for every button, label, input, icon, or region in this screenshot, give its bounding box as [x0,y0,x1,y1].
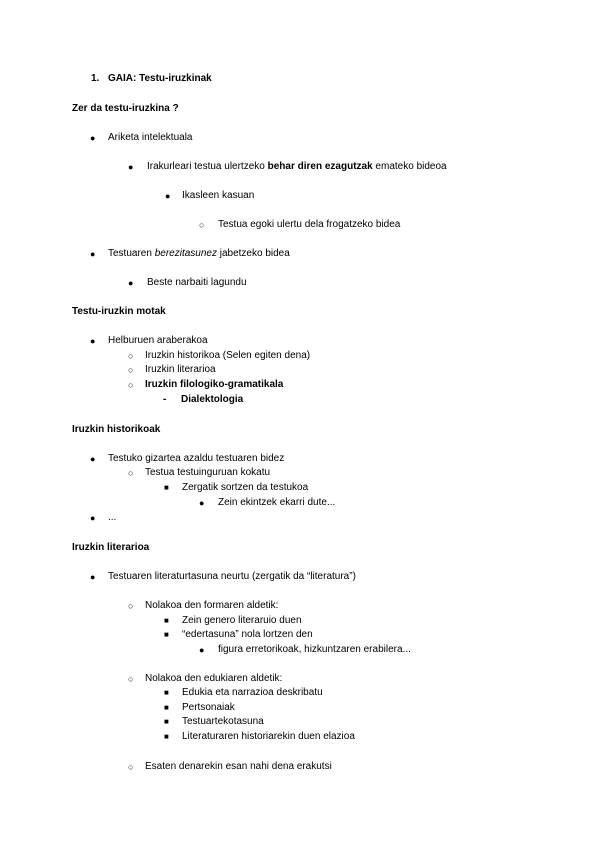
bullet-disc: ● [199,645,205,655]
bullet-disc: ● [90,133,96,143]
item-ariketa: Ariketa intelektuala [108,132,193,143]
item-beste: Beste narbaiti lagundu [147,277,247,288]
item-pertsonaiak: Pertsonaiak [182,702,235,713]
item-ellipsis: ... [108,512,117,523]
ezaug-italic-text: berezitasunez [154,248,217,259]
item-filologiko: Iruzkin filologiko-gramatikala [145,379,284,390]
item-edukiaren: Nolakoa den edukiaren aldetik: [145,673,283,684]
bullet-circle: ○ [128,351,134,361]
bullet-circle: ○ [128,762,134,772]
bullet-circle: ○ [128,674,134,684]
title-number: 1. [91,73,100,84]
item-literaturtasuna: Testuaren literaturtasuna neurtu (zergatik da “literatura”) [108,571,356,582]
bullet-square: ■ [164,703,169,712]
heading-literarioa: Iruzkin literarioa [72,542,150,553]
irak-pre-text: Irakurleari testua ulertzeko [147,161,268,172]
item-edertasuna: “edertasuna” nola lortzen den [182,629,313,640]
item-helburuen: Helburuen araberakoa [108,335,208,346]
heading-zer-da: Zer da testu-iruzkina ? [72,103,179,114]
item-testua-egoki: Testua egoki ulertu dela frogatzeko bidea [218,219,401,230]
item-irakurleari [147,161,447,173]
bullet-square: ■ [164,717,169,726]
item-ikasleen: Ikasleen kasuan [182,190,255,201]
bullet-square: ■ [164,616,169,625]
item-testuinguruan: Testua testuinguruan kokatu [145,467,271,478]
bullet-square: ■ [164,630,169,639]
item-esaten: Esaten denarekin esan nahi dena erakutsi [145,761,332,772]
bullet-circle: ○ [128,601,134,611]
item-gizartea: Testuko gizartea azaldu testuaren bidez [108,453,285,464]
item-dialektologia: Dialektologia [181,394,244,405]
item-literaturaren: Literaturaren historiarekin duen elazioa [182,731,355,742]
item-figura: figura erretorikoak, hizkuntzaren erabilera... [218,644,411,655]
bullet-disc: ● [90,572,96,582]
item-testuartekotasuna: Testuartekotasuna [182,716,264,727]
bullet-disc: ● [128,278,134,288]
irak-post-text: emateko bideoa [372,161,447,172]
page-title: GAIA: Testu-iruzkinak [108,73,212,84]
ezaug-pre-text: Testuaren [108,248,155,259]
bullet-dash: - [163,394,167,405]
item-zergatik: Zergatik sortzen da testukoa [182,482,309,493]
bullet-disc: ● [90,249,96,259]
item-formaren: Nolakoa den formaren aldetik: [145,600,279,611]
bullet-square: ■ [164,732,169,741]
item-literarioa: Iruzkin literarioa [145,364,216,375]
heading-motak: Testu-iruzkin motak [72,306,166,317]
item-edukia: Edukia eta narrazioa deskribatu [182,687,323,698]
heading-historikoak: Iruzkin historikoak [72,424,161,435]
bullet-circle: ○ [199,220,205,230]
bullet-disc: ● [90,454,96,464]
irak-bold-text: behar diren ezagutzak [267,161,373,172]
bullet-square: ■ [164,688,169,697]
ezaug-post-text: jabetzeko bidea [216,248,290,259]
item-berezitasunez [108,248,290,260]
bullet-disc: ● [90,513,96,523]
item-zein-ekintzek: Zein ekintzek ekarri dute... [218,497,336,508]
item-historikoa: Iruzkin historikoa (Selen egiten dena) [145,350,311,361]
bullet-circle: ○ [128,468,134,478]
bullet-circle: ○ [128,380,134,390]
item-genero: Zein genero literaruio duen [182,615,302,626]
bullet-disc: ● [165,191,171,201]
bullet-disc: ● [199,498,205,508]
bullet-disc: ● [90,336,96,346]
bullet-disc: ● [128,162,134,172]
bullet-square: ■ [164,483,169,492]
bullet-circle: ○ [128,365,134,375]
